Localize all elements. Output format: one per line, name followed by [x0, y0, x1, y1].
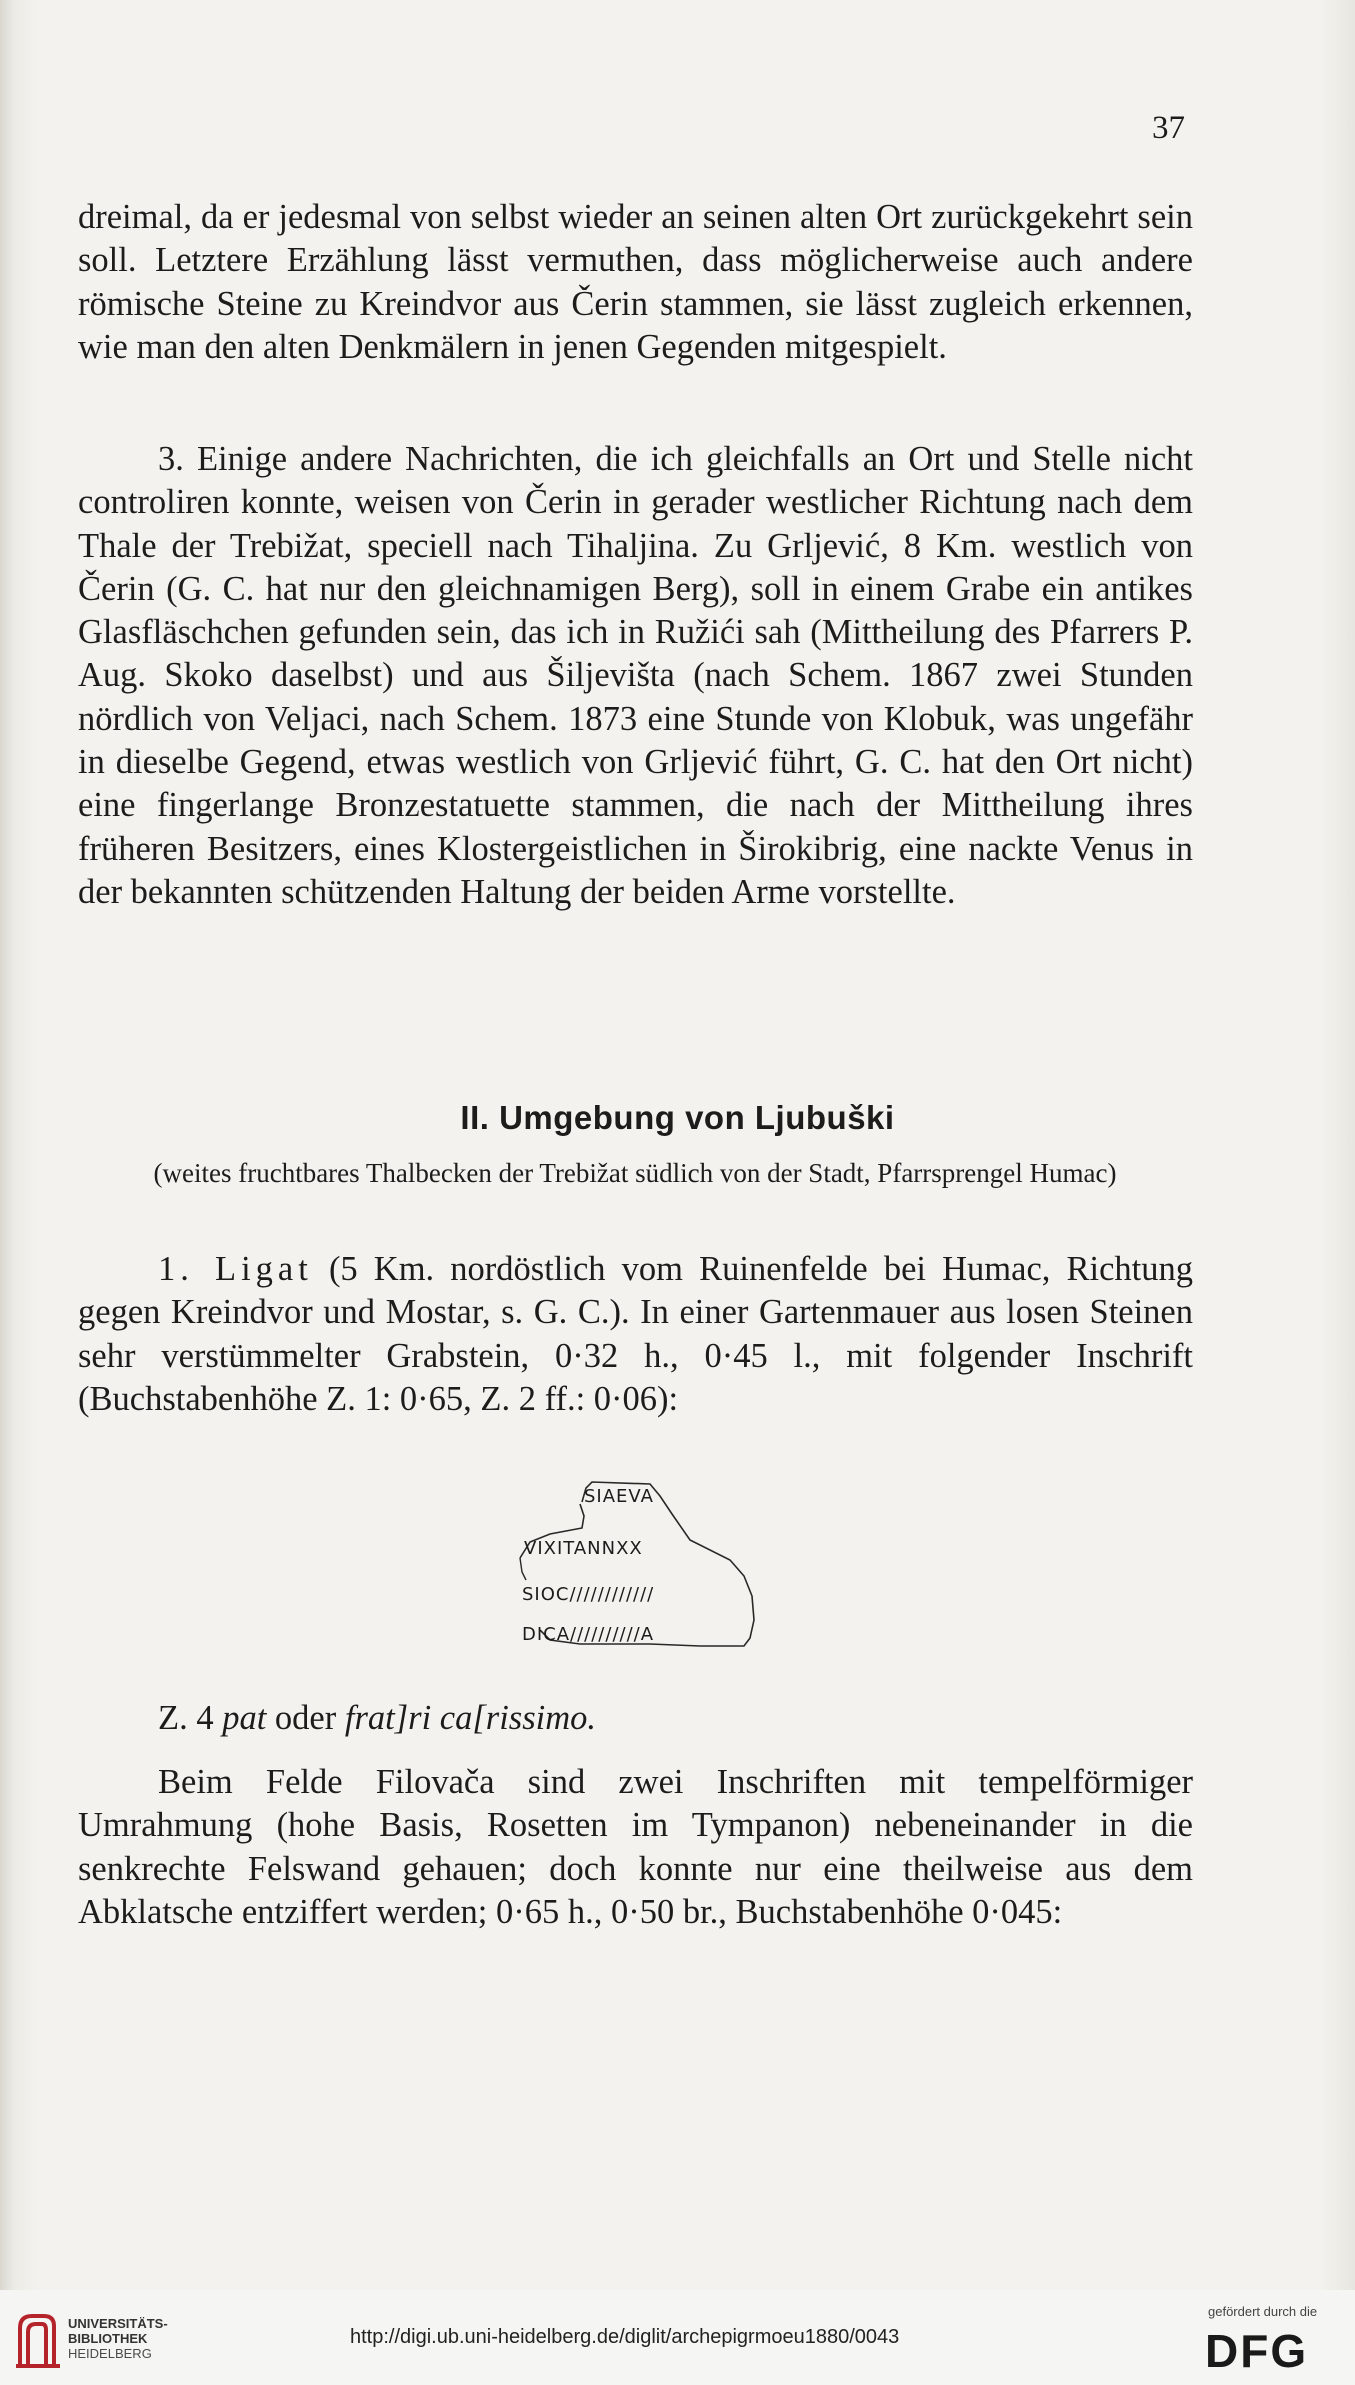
library-emblem-icon	[14, 2310, 62, 2370]
paragraph-2: 3. Einige andere Nachrichten, die ich gleichfalls an Ort und Stelle nicht controliren konnte, weisen von Čerin in gerader westlicher Richtung nach dem Thale der Trebižat, speciell nach Tihaljina. Zu Grljević, 8 Km. westlich von Čerin (G. C. hat nur den gleichnamigen Berg), soll in einem Grabe ein antikes Glasfläschchen gefunden sein, das ich in Ružići sah (Mittheilung des Pfarrers P. Aug. Skoko daselbst) und aus Šiljevišta (nach Schem. 1867 zwei Stunden nördlich von Veljaci, nach Schem. 1873 eine Stunde von Klobuk, was ungefähr in dieselbe Gegend, etwas westlich von Grljević führt, G. C. hat den Ort nicht) eine fingerlange Bronzestatuette stammen, die nach der Mittheilung ihres früheren Besitzers, eines Klostergeistlichen in Širokibrig, eine nackte Venus in der bekannten schützenden Haltung der beiden Arme vorstellte.	[78, 440, 1193, 911]
inscription-line-4: DICA//////////A	[522, 1624, 655, 1645]
entry-1-block	[78, 1248, 1193, 1421]
section-heading: II. Umgebung von Ljubuški	[460, 1099, 895, 1136]
page-number: 37	[1152, 110, 1185, 146]
section-subtitle: (weites fruchtbares Thalbecken der Trebižat südlich von der Stadt, Pfarrsprengel Humac)	[153, 1158, 1117, 1188]
entry-1-text: (5 Km. nordöstlich vom Ruinenfelde bei Humac, Richtung gegen Kreindvor und Mostar, s. G. C.). In einer Gartenmauer aus losen Steinen sehr verstümmelter Grabstein, 0·32 h., 0·45 l., mit folgender Inschrift (Buchstabenhöhe Z. 1: 0·65, Z. 2 ff.: 0·06):	[78, 1250, 1193, 1418]
dfg-logo: DFG	[1205, 2325, 1309, 2377]
inscription-line-3: SIOC////////////	[522, 1584, 655, 1605]
inscription-line-1: SIAEVA	[584, 1486, 654, 1507]
inscription-line-2: VIXITANNXX	[524, 1538, 643, 1559]
library-name: UNIVERSITÄTS- BIBLIOTHEK HEIDELBERG	[68, 2316, 168, 2361]
university-library-logo	[14, 2310, 62, 2375]
paragraph-1: dreimal, da er jedesmal von selbst wieder an seinen alten Ort zurückgekehrt sein soll. Letztere Erzählung lässt vermuthen, dass möglicherweise auch andere römische Steine zu Kreindvor aus Čerin stammen, sie lässt zugleich erkennen, wie man den alten Denkmälern in jenen Gegenden mitgespielt.	[78, 198, 1193, 366]
paragraph-1-block	[78, 196, 1193, 369]
entry-1-label: 1. Ligat	[158, 1250, 313, 1288]
paragraph-2-block	[78, 438, 1193, 914]
reading-block	[78, 1697, 1193, 1740]
inscription-drawing	[500, 1480, 770, 1650]
source-url-link[interactable]: http://digi.ub.uni-heidelberg.de/diglit/archepigrmoeu1880/0043	[350, 2326, 900, 2348]
inscription-reading: Z. 4 pat oder frat]ri ca[rissimo.	[158, 1699, 597, 1737]
footer-bar	[0, 2290, 1355, 2385]
dfg-funding-note: gefördert durch die	[1208, 2304, 1318, 2319]
paragraph-3: Beim Felde Filovača sind zwei Inschriften mit tempelförmiger Umrahmung (hohe Basis, Rosetten im Tympanon) nebeneinander in die senkrechte Felswand gehauen; doch konnte nur eine theilweise aus dem Abklatsche entziffert werden; 0·65 h., 0·50 br., Buchstabenhöhe 0·045:	[78, 1763, 1193, 1931]
entry-1-paragraph	[78, 1248, 1193, 1421]
paragraph-3-block	[78, 1761, 1193, 1934]
